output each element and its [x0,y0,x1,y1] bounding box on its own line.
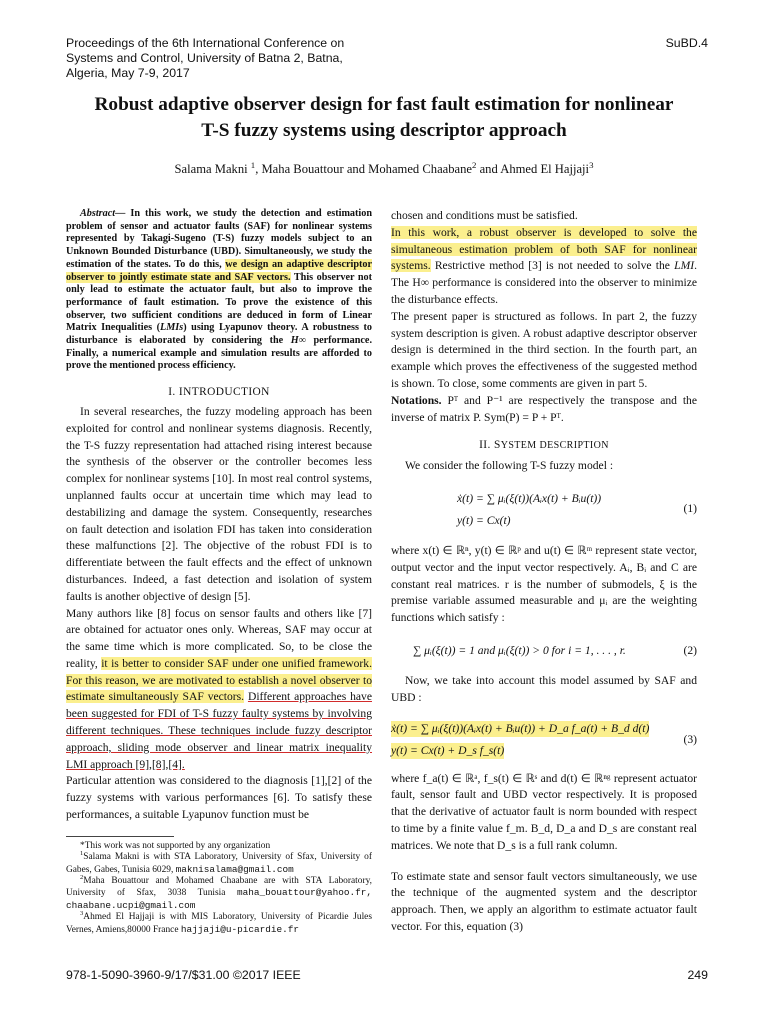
left-column [66,208,372,936]
highlighted-text: In this work, a robust observer is developed to solve the simultaneous estimation problem of both SAF for nonlinear systems. [391,225,697,273]
equation-line: y(t) = Cx(t) + D_s f_s(t) [391,743,504,760]
paragraph: Notations. Pᵀ and P⁻¹ are respectively the transpose and the inverse of matrix P. Sym(P) = P + Pᵀ. [391,393,697,424]
conference-line: Proceedings of the 6th International Conference on [66,36,345,50]
conference-line: Algeria, May 7-9, 2017 [66,66,190,80]
author: Salama Makni [174,162,251,176]
equation-number: (3) [683,732,697,746]
equation-line: ẋ(t) = ∑ μᵢ(ξ(t))(Aᵢx(t) + Bᵢu(t)) [457,491,602,505]
footnote: $^3$Ahmed El Hajjaji is with MIS Laboratory, University of Picardie Jules Vernes, Amiens,80000 France hajjaji@u-picardie.fr [66,910,372,935]
notations-label: Notations. [391,393,442,407]
equation-line: ∑ μᵢ(ξ(t)) = 1 and μᵢ(ξ(t)) > 0 for i = 1, . . . , r. [413,643,626,657]
equation-3 [391,713,697,765]
footnote: $^2$Maha Bouattour and Mohamed Chaabane are with STA Laboratory, University of Sfax, 3038 Tunisia maha_bouattour@yahoo.fr, chaabane.ucpi@gmail.com [66,873,372,911]
paragraph: To estimate state and sensor fault vectors simultaneously, we use the technique of the augmented system and the descriptor approach. Then, we apply an algorithm to estimate actuator fault vector. For this, equation (3) [391,869,697,933]
email-link[interactable]: maha_bouattour@yahoo.fr, chaabane.ucpi@gmail.com [66,887,372,911]
footnotes [66,836,372,936]
author-list [40,159,728,177]
paragraph: We consider the following T-S fuzzy model : [405,459,614,473]
paragraph: In this work, a robust observer is developed to solve the simultaneous estimation problem of both SAF for nonlinear systems. Restrictive method [3] is not needed to solve the LMI. The H∞ performance is considered into the observer to minimize the disturbance effects. [391,225,697,306]
equation-number: (2) [683,643,697,657]
paragraph: In several researches, the fuzzy modeling approach has been exploited for control and nonlinear systems diagnosis. Recently, the T-S fuzzy representation had attached rising interest because the synthesis of the observer or the controller becomes less complex for nonlinear systems [10]. In most real control systems, unplanned faults occur at uncertain time which may lead to destabilizing and damage the system. Consequently, researches on fault detection and isolation FDI has taken into consideration these malfunctions [2]. The objective of the robust FDI is to differentiate between the fault effects and the effect of unknown disturbances. Indeed, a fast detection and isolation of system faults is another objective of design [5]. [66,404,372,603]
author: , Maha Bouattour and Mohamed Chaabane [255,162,473,176]
affiliation-mark: 1 [250,159,256,170]
paragraph: where f_a(t) ∈ ℝᵃ, f_s(t) ∈ ℝˢ and d(t) ∈ ℝⁿᵍ represent actuator fault, sensor fault and UBD vector respectively. It is proposed that the derivative of actuator fault is norm bounded with respect to time by a finite value f_m. B_d, D_a and D_s are constant real matrices. We note that D_s is a full rank column. [391,771,697,852]
paragraph: chosen and conditions must be satisfied. [391,209,578,222]
footnote: $^1$Salama Makni is with STA Laboratory, University of Sfax, University of Gabes, Gabes, Tunisia 6029, maknisalama@gmail.com [66,850,372,875]
copyright-line: 978-1-5090-3960-9/17/$31.00 ©2017 IEEE [66,968,301,982]
page-number: 249 [687,968,708,982]
highlighted-text: For this reason, we are motivated to establish a novel observer to estimate simultaneously SAF vectors. [66,673,372,704]
underlined-text: Different approaches have been suggested for FDI of T-S fuzzy faulty systems by involving different techniques. These techniques include fuzzy descriptor approach, sliding mode observer and linear matrix inequality LMI approach [9],[8],[4]. [66,690,372,771]
paragraph: where x(t) ∈ ℝⁿ, y(t) ∈ ℝᵖ and u(t) ∈ ℝᵐ represent state vector, output vector and the input vector respectively. Aᵢ, Bᵢ and C are constant real matrices. r is the number of submodels, ξ is the premise variable assumed measurable and μᵢ are the weighting functions which satisfy : [391,543,697,625]
title-line: T-S fuzzy systems using descriptor approach [201,120,567,141]
author: and Ahmed El Hajjaji [476,162,590,176]
title-line: Robust adaptive observer design for fast fault estimation for nonlinear [94,94,674,115]
paragraph: Particular attention was considered to the diagnosis [1],[2] of the fuzzy systems with various performances [6]. To satisfy these performances, a suitable Lyapunov function must be [66,774,372,822]
equation-line: y(t) = Cx(t) [457,513,511,527]
footnote: *This work was not supported by any organization [80,840,271,851]
abstract: Abstract— In this work, we study the detection and estimation problem of sensor and actuator faults (SAF) for nonlinear systems represented by Takagi-Sugeno (T-S) fuzzy models subject to an Unknown Bounded Disturbance (UBD). Simultaneously, we study the estimation of the states. To do this, we design an adaptive descriptor observer to jointly estimate state and SAF vectors. This observer not only lead to estimate the actuator fault, but also to improve the performance of fault estimation. To prove the existence of this observer, two sufficient conditions are deduced in form of Linear Matrix Inequalities (LMIs) using Lyapunov theory. A robustness to disturbance is elaborated by considering the H∞ performance. Finally, a numerical example and simulation results are afforded to prove the mentioned process efficiency. [66,208,373,372]
paper-title [40,92,728,144]
equation-line: ẋ(t) = ∑ μᵢ(ξ(t))(Aᵢx(t) + Bᵢu(t)) + D_a f_a(t) + B_d d(t) [391,721,649,738]
section-heading-system-description: II. SYSTEM DESCRIPTION [479,439,609,452]
highlighted-text: we design an adaptive descriptor observer to jointly estimate state and SAF vectors. [66,258,373,283]
conference-info [66,36,386,81]
equation-2 [391,631,697,669]
paragraph: The present paper is structured as follows. In part 2, the fuzzy system description is given. A robust adaptive descriptor observer design is determined in the third section. In the fourth part, an example which proves the effectiveness of the suggested method is shown. To close, some comments are given in part 5. [391,309,697,390]
paragraph: Now, we take into account this model assumed by SAF and UBD : [391,673,697,704]
conference-line: Systems and Control, University of Batna 2, Batna, [66,51,343,65]
paragraph: Many authors like [8] focus on sensor faults and others like [7] are obtained for actuator ones only. Whereas, SAF may occur at the same time which is more complicated. So, to be close the reality, it is better to consider SAF under one unified framework. For this reason, we are motivated to establish a novel observer to estimate simultaneously SAF vectors. Different approaches have been suggested for FDI of T-S fuzzy faulty systems by involving different techniques. These techniques include fuzzy descriptor approach, sliding mode observer and linear matrix inequality LMI approach [9],[8],[4]. [66,606,372,771]
equation-number: (1) [683,501,697,515]
abstract-label: Abstract [80,208,116,219]
paper-code: SuBD.4 [665,36,708,50]
email-link[interactable]: maknisalama@gmail.com [175,863,294,875]
email-link[interactable]: hajjaji@u-picardie.fr [180,923,299,935]
affiliation-mark: 3 [589,159,594,170]
right-column [391,208,697,936]
equation-1 [391,481,697,537]
section-heading-introduction: I. INTRODUCTION [168,386,270,399]
affiliation-mark: 2 [472,159,477,170]
footnote-rule [66,836,174,837]
highlighted-text: it is better to consider SAF under one unified framework. [101,656,372,670]
